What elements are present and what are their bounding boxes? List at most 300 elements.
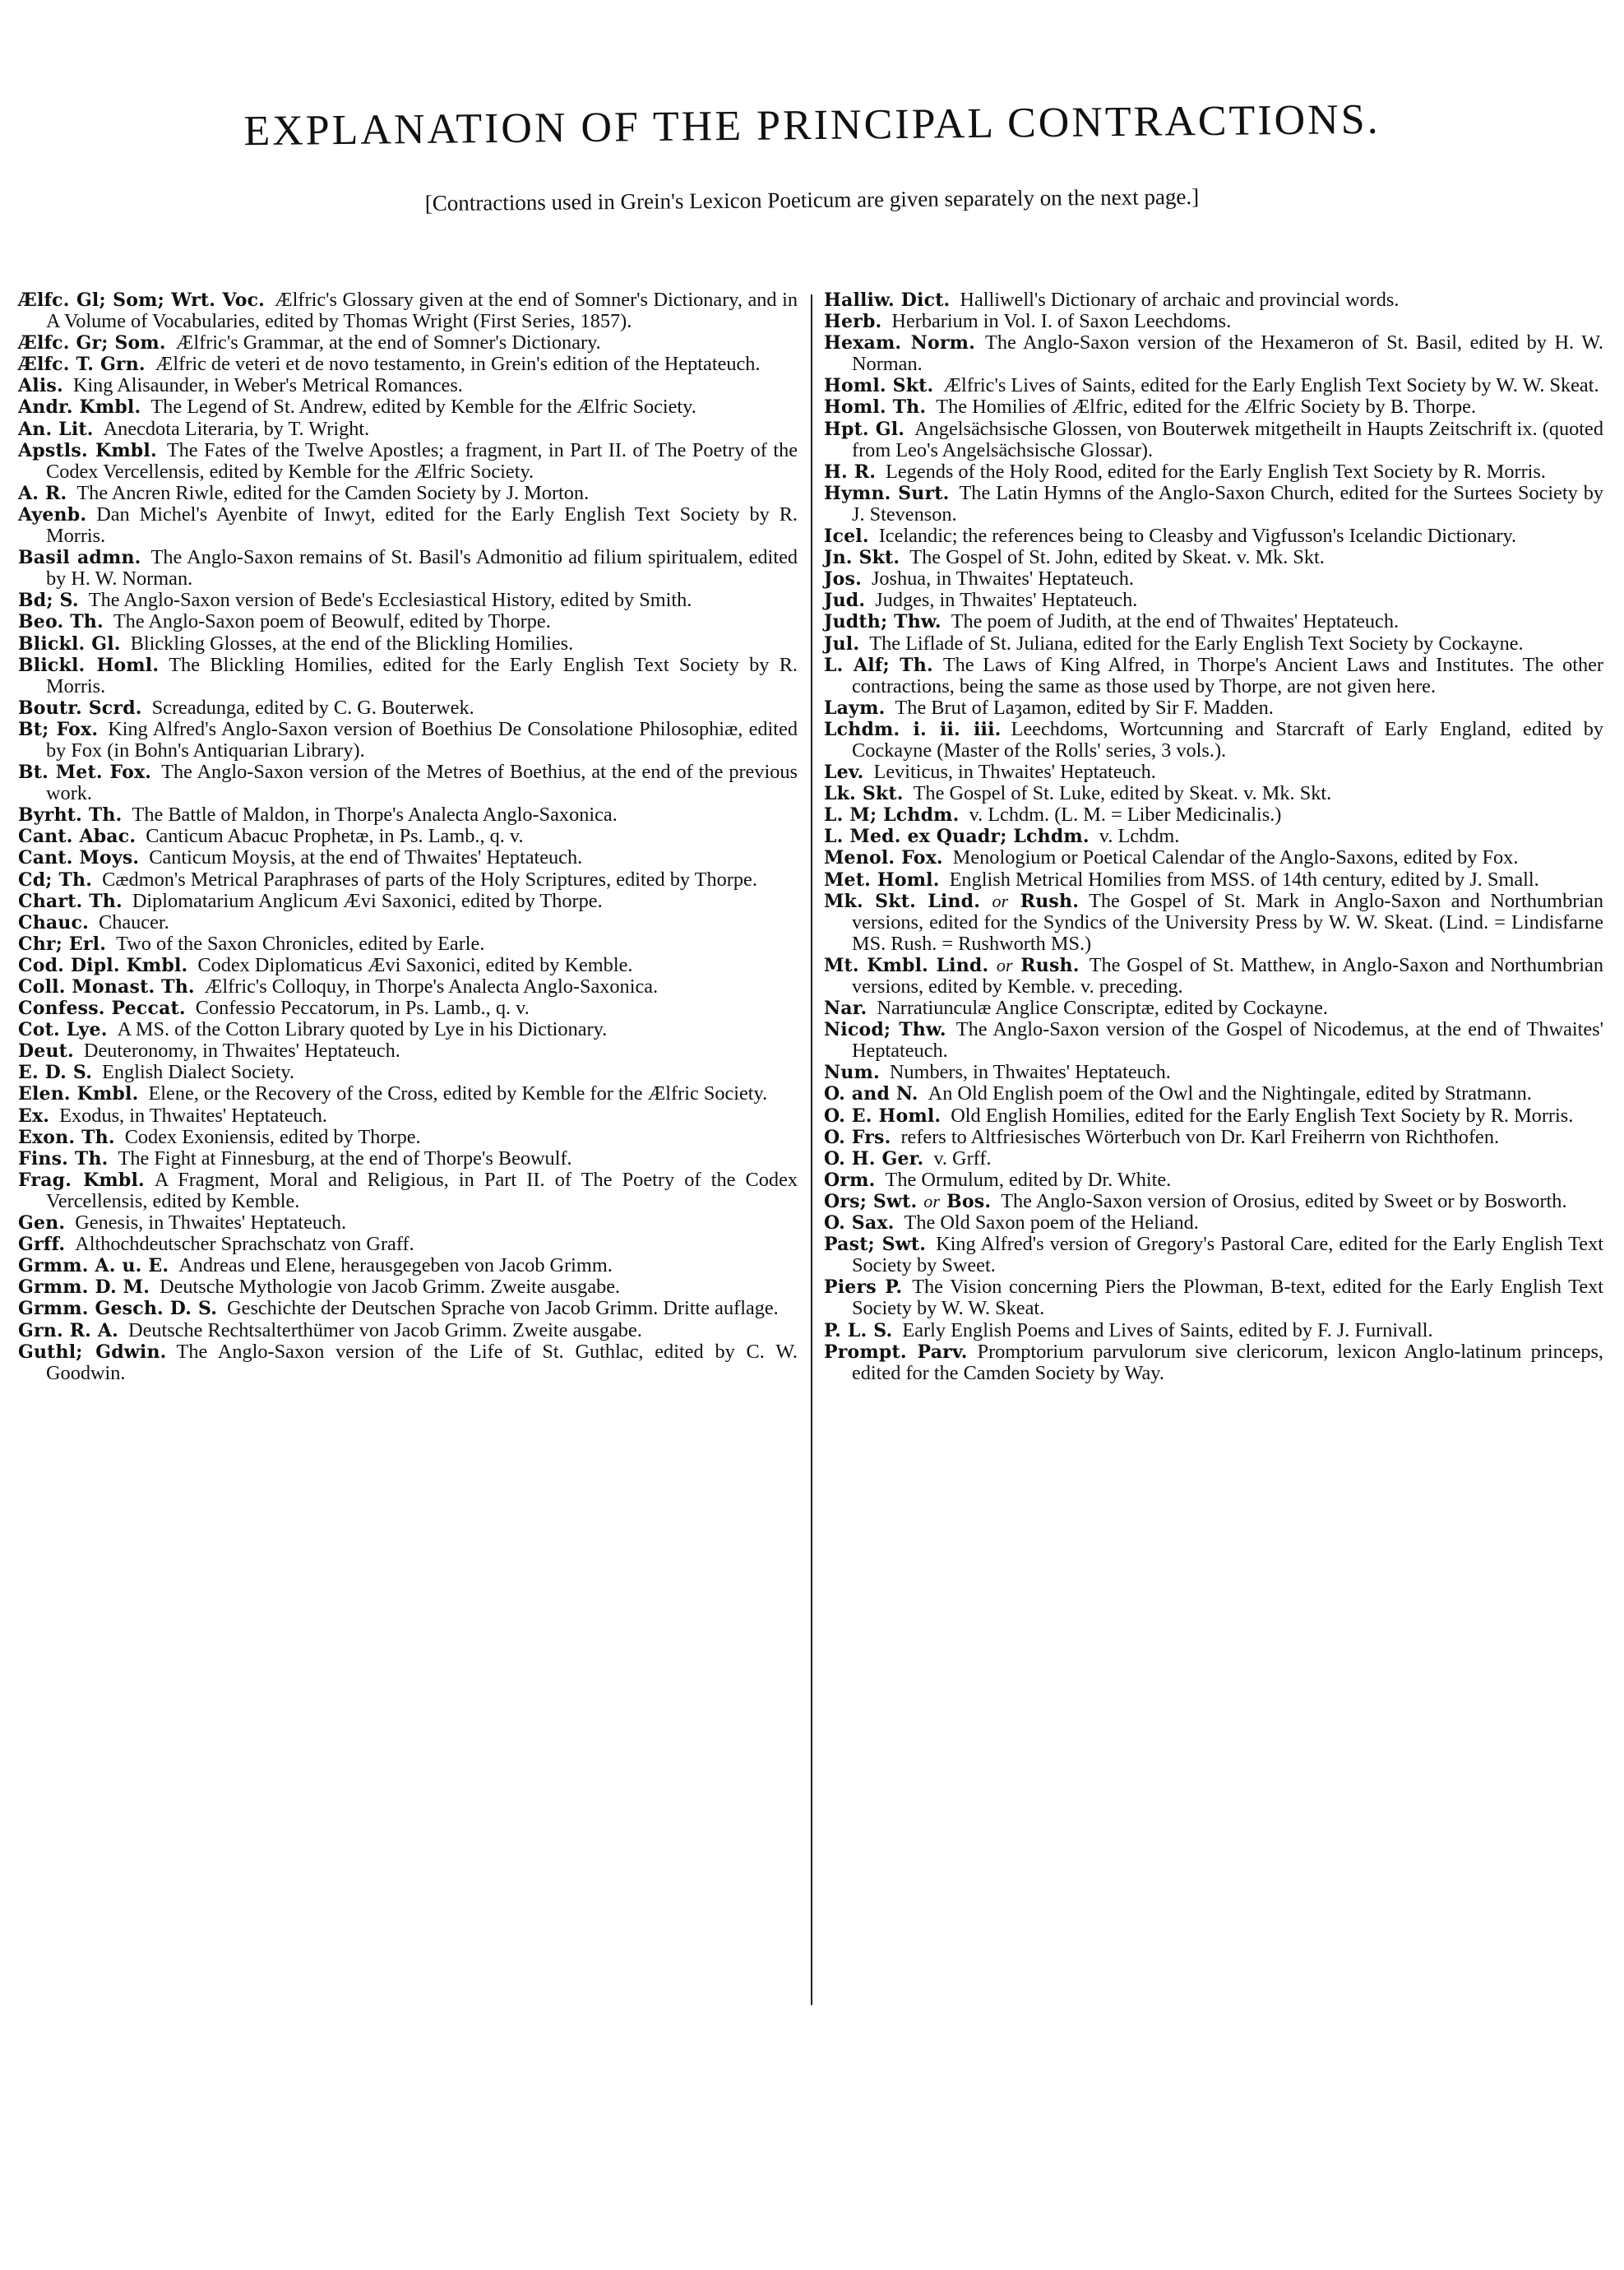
contraction-entry bbox=[18, 290, 798, 332]
contraction-entry bbox=[824, 1148, 1603, 1170]
contraction-entry bbox=[824, 483, 1603, 526]
contraction-definition: Early English Poems and Lives of Saints, edited by F. J. Furnivall. bbox=[902, 1318, 1433, 1341]
contraction-definition: English Dialect Society. bbox=[102, 1061, 294, 1084]
contraction-entry bbox=[18, 504, 798, 547]
contraction-definition: English Metrical Homilies from MSS. of 14th century, edited by J. Small. bbox=[949, 868, 1539, 891]
contraction-definition: Two of the Saxon Chronicles, edited by Earle. bbox=[116, 932, 485, 955]
contraction-entry bbox=[824, 719, 1603, 762]
contraction-definition: Deutsche Mythologie von Jacob Grimm. Zweite ausgabe. bbox=[160, 1276, 621, 1299]
contraction-entry bbox=[18, 1320, 798, 1341]
contraction-definition: The Anglo-Saxon version of the Gospel of Nicodemus, at the end of Thwaites' Heptateuch. bbox=[852, 1018, 1603, 1063]
contraction-definition: Ælfric's Lives of Saints, edited for the Early English Text Society by W. W. Skeat. bbox=[943, 374, 1599, 397]
contraction-abbreviation bbox=[824, 1105, 941, 1127]
abbreviation-text: Byrht. Th. bbox=[18, 804, 123, 827]
abbreviation-text: Ælfc. Gr; Som. bbox=[18, 332, 166, 354]
contraction-entry bbox=[824, 526, 1603, 547]
contraction-definition: The Legend of St. Andrew, edited by Kemble for the Ælfric Society. bbox=[150, 396, 696, 419]
abbreviation-text: Mt. Kmbl. Lind. bbox=[824, 954, 989, 976]
contraction-entry bbox=[824, 955, 1603, 998]
abbreviation-text: Cod. Dipl. Kmbl. bbox=[18, 954, 188, 976]
contraction-definition: The Anglo-Saxon poem of Beowulf, edited by Thorpe. bbox=[113, 610, 551, 633]
contraction-definition: Canticum Moysis, at the end of Thwaites' Heptateuch. bbox=[149, 846, 583, 869]
contraction-abbreviation bbox=[824, 568, 862, 590]
abbreviation-text: Bt; Fox. bbox=[18, 718, 99, 740]
abbreviation-text: Cot. Lye. bbox=[18, 1019, 108, 1041]
abbreviation-text: Jul. bbox=[824, 632, 860, 655]
contraction-definition: The Anglo-Saxon version of the Metres of Boethius, at the end of the previous work. bbox=[46, 761, 798, 805]
contraction-entry bbox=[18, 419, 798, 440]
abbreviation-text: Grmm. Gesch. D. S. bbox=[18, 1298, 218, 1320]
abbreviation-text: Menol. Fox. bbox=[824, 847, 943, 869]
contraction-abbreviation bbox=[824, 955, 1080, 976]
contraction-abbreviation bbox=[18, 440, 157, 461]
contraction-entry bbox=[18, 1148, 798, 1170]
contraction-definition: The Homilies of Ælfric, edited for the Ælfric Society by B. Thorpe. bbox=[936, 396, 1477, 419]
abbreviation-text: Bt. Met. Fox. bbox=[18, 762, 152, 784]
contraction-definition: The Vision concerning Piers the Plowman, B-text, edited for the Early English Text Society by W. W. Skeat. bbox=[852, 1276, 1604, 1320]
contraction-entry bbox=[824, 311, 1603, 332]
abbreviation-text: Homl. Th. bbox=[824, 396, 927, 419]
contraction-abbreviation bbox=[18, 547, 141, 568]
abbreviation-text: O. H. Ger. bbox=[824, 1147, 924, 1170]
contraction-definition: Ælfric's Grammar, at the end of Somner's Dictionary. bbox=[175, 331, 601, 354]
contraction-entry bbox=[824, 762, 1603, 783]
abbreviation-text: Frag. Kmbl. bbox=[18, 1169, 145, 1191]
contraction-entry bbox=[824, 847, 1603, 869]
contraction-definition: Diplomatarium Anglicum Ævi Saxonici, edited by Thorpe. bbox=[132, 889, 603, 912]
contraction-abbreviation bbox=[18, 1127, 115, 1148]
contraction-abbreviation bbox=[824, 396, 926, 418]
contraction-definition: Numbers, in Thwaites' Heptateuch. bbox=[889, 1061, 1171, 1084]
contraction-abbreviation bbox=[18, 998, 186, 1019]
contraction-entry bbox=[18, 547, 798, 590]
contraction-entry bbox=[18, 1105, 798, 1127]
contraction-definition: An Old English poem of the Owl and the Nightingale, edited by Stratmann. bbox=[928, 1082, 1532, 1105]
abbreviation-text: L. Med. ex Quadr; Lchdm. bbox=[824, 826, 1090, 848]
contraction-abbreviation bbox=[18, 697, 142, 719]
contraction-definition: Ælfric's Glossary given at the end of Somner's Dictionary, and in A Volume of Vocabularies, edited by Thomas Wright (First Series, 1857). bbox=[46, 289, 798, 333]
contraction-entry bbox=[824, 547, 1603, 568]
abbreviation-text: O. E. Homl. bbox=[824, 1105, 942, 1127]
abbreviation-text: Deut. bbox=[18, 1040, 74, 1063]
contraction-definition: A Fragment, Moral and Religious, in Part II. of The Poetry of the Codex Vercellensis, edited by Kemble. bbox=[46, 1168, 798, 1212]
contraction-definition: Anecdota Literaria, by T. Wright. bbox=[103, 417, 370, 440]
contraction-entry bbox=[824, 1191, 1603, 1212]
contraction-entry bbox=[824, 783, 1603, 804]
contraction-definition: Herbarium in Vol. I. of Saxon Leechdoms. bbox=[891, 310, 1232, 333]
contraction-definition: Cædmon's Metrical Paraphrases of parts of the Holy Scriptures, edited by Thorpe. bbox=[102, 868, 757, 891]
abbreviation-text: Andr. Kmbl. bbox=[18, 396, 141, 419]
contraction-entry bbox=[824, 998, 1603, 1019]
contraction-abbreviation bbox=[824, 1062, 880, 1083]
contraction-entry bbox=[824, 655, 1603, 697]
page-title: EXPLANATION OF THE PRINCIPAL CONTRACTIONS. bbox=[243, 95, 1381, 155]
contraction-entry bbox=[18, 1019, 798, 1040]
contraction-entry bbox=[18, 1255, 798, 1276]
contraction-definition: Narratiunculæ Anglice Conscriptæ, edited by Cockayne. bbox=[877, 997, 1328, 1020]
contraction-definition: Leechdoms, Wortcunning and Starcraft of Early England, edited by Cockayne (Master of the Rolls' series, 3 vols.). bbox=[852, 717, 1603, 762]
abbreviation-text: Lchdm. i. ii. iii. bbox=[824, 718, 1002, 740]
abbreviation-text: Ælfc. T. Grn. bbox=[18, 354, 146, 376]
contraction-definition: Promptorium parvulorum sive clericorum, lexicon Anglo-latinum princeps, edited for the Camden Society by Way. bbox=[852, 1340, 1603, 1384]
contraction-definition: The Blickling Homilies, edited for the Early English Text Society by R. Morris. bbox=[46, 653, 798, 697]
contraction-abbreviation bbox=[18, 633, 121, 655]
contraction-definition: King Alisaunder, in Weber's Metrical Romances. bbox=[72, 374, 463, 397]
contraction-entry bbox=[824, 461, 1603, 483]
abbreviation-text: Bd; S. bbox=[18, 590, 79, 612]
contraction-entry bbox=[824, 1083, 1603, 1105]
contraction-definition: The Liflade of St. Juliana, edited for the Early English Text Society by Cockayne. bbox=[869, 632, 1524, 655]
contraction-definition: The Gospel of St. Luke, edited by Skeat. v. Mk. Skt. bbox=[913, 782, 1332, 805]
contraction-entry bbox=[824, 611, 1603, 632]
contraction-definition: The Battle of Maldon, in Thorpe's Analecta Anglo-Saxonica. bbox=[132, 804, 618, 827]
contraction-definition: The poem of Judith, at the end of Thwaites' Heptateuch. bbox=[951, 610, 1400, 633]
contraction-abbreviation bbox=[824, 1148, 923, 1170]
contraction-entry bbox=[824, 396, 1603, 418]
contraction-abbreviation bbox=[824, 847, 943, 869]
contraction-entry bbox=[824, 891, 1603, 955]
contraction-definition: v. Grff. bbox=[933, 1147, 992, 1170]
contraction-entry bbox=[824, 1320, 1603, 1341]
contraction-definition: A MS. of the Cotton Library quoted by Lye in his Dictionary. bbox=[117, 1018, 608, 1041]
abbreviation-text: L. M; Lchdm. bbox=[824, 804, 960, 827]
contraction-entry bbox=[18, 1298, 798, 1319]
contraction-abbreviation bbox=[824, 826, 1090, 847]
abbreviation-text: Coll. Monast. Th. bbox=[18, 976, 195, 998]
contraction-entry bbox=[18, 1341, 798, 1384]
contraction-definition: The Fates of the Twelve Apostles; a fragment, in Part II. of The Poetry of the Codex Vercellensis, edited by Kemble for the Ælfric Society. bbox=[46, 438, 798, 483]
contraction-entry bbox=[18, 697, 798, 719]
abbreviation-text: Cant. Moys. bbox=[18, 847, 140, 869]
contraction-definition: Menologium or Poetical Calendar of the Anglo-Saxons, edited by Fox. bbox=[952, 846, 1519, 869]
contraction-definition: Geschichte der Deutschen Sprache von Jacob Grimm. Dritte auflage. bbox=[227, 1297, 779, 1320]
contraction-definition: Legends of the Holy Rood, edited for the Early English Text Society by R. Morris. bbox=[886, 460, 1546, 483]
contraction-entry bbox=[18, 1127, 798, 1148]
abbreviation-text: Lev. bbox=[824, 762, 864, 784]
contraction-entry bbox=[824, 697, 1603, 719]
contraction-definition: The Ormulum, edited by Dr. White. bbox=[885, 1168, 1172, 1191]
abbreviation-text: Grmm. D. M. bbox=[18, 1276, 150, 1299]
contraction-abbreviation bbox=[18, 912, 89, 933]
contraction-abbreviation bbox=[824, 1019, 946, 1040]
contraction-entry bbox=[824, 1019, 1603, 1062]
abbreviation-text-alt: Rush. bbox=[1020, 954, 1080, 976]
contraction-abbreviation bbox=[18, 1276, 150, 1298]
abbreviation-text: Chart. Th. bbox=[18, 890, 123, 912]
contraction-abbreviation bbox=[824, 891, 1079, 912]
contraction-definition: Ælfric de veteri et de novo testamento, in Grein's edition of the Heptateuch. bbox=[155, 353, 761, 376]
contraction-definition: The Gospel of St. John, edited by Skeat. v. Mk. Skt. bbox=[909, 546, 1325, 569]
contraction-entry bbox=[824, 1105, 1603, 1127]
contraction-entry bbox=[18, 1083, 798, 1105]
contraction-entry bbox=[18, 955, 798, 976]
contraction-entry bbox=[18, 933, 798, 955]
contraction-definition: Deutsche Rechtsalterthümer von Jacob Grimm. Zweite ausgabe. bbox=[128, 1318, 642, 1341]
abbreviation-text: Ælfc. Gl; Som; Wrt. Voc. bbox=[18, 290, 266, 311]
contraction-entry bbox=[824, 869, 1603, 891]
abbreviation-text: Elen. Kmbl. bbox=[18, 1083, 139, 1105]
contraction-entry bbox=[18, 375, 798, 396]
abbreviation-text: Met. Homl. bbox=[824, 869, 940, 891]
contraction-definition: Screadunga, edited by C. G. Bouterwek. bbox=[151, 696, 474, 719]
contraction-definition: Elene, or the Recovery of the Cross, edited by Kemble for the Ælfric Society. bbox=[148, 1082, 768, 1105]
contraction-definition: The Old Saxon poem of the Heliand. bbox=[904, 1211, 1199, 1235]
page-subtitle-note: [Contractions used in Grein's Lexicon Poeticum are given separately on the next page.] bbox=[424, 183, 1200, 216]
contraction-entry bbox=[18, 976, 798, 998]
contraction-definition: Joshua, in Thwaites' Heptateuch. bbox=[871, 568, 1134, 591]
contraction-abbreviation bbox=[18, 891, 123, 912]
contraction-abbreviation bbox=[18, 869, 92, 891]
contraction-definition: Halliwell's Dictionary of archaic and provincial words. bbox=[960, 289, 1400, 311]
contraction-abbreviation bbox=[824, 590, 865, 611]
abbreviation-text: Jn. Skt. bbox=[824, 547, 900, 569]
contraction-abbreviation bbox=[824, 419, 905, 440]
contraction-definition: The Brut of Laȝamon, edited by Sir F. Madden. bbox=[895, 696, 1274, 719]
contraction-definition: Dan Michel's Ayenbite of Inwyt, edited for the Early English Text Society by R. Morris. bbox=[46, 503, 798, 548]
contraction-entry bbox=[18, 483, 798, 504]
contraction-definition: The Gospel of St. Mark in Anglo-Saxon and Northumbrian versions, edited for the Syndics of the University Press by W. W. Skeat. (Lind. = Lindisfarne MS. Rush. = Rushworth MS.) bbox=[852, 889, 1604, 955]
contraction-abbreviation bbox=[18, 611, 104, 632]
abbreviation-text: Piers P. bbox=[824, 1276, 903, 1299]
contraction-entry bbox=[824, 826, 1603, 847]
contraction-abbreviation bbox=[824, 461, 876, 483]
contraction-abbreviation bbox=[824, 697, 885, 719]
contraction-definition: Old English Homilies, edited for the Early English Text Society by R. Morris. bbox=[951, 1104, 1574, 1127]
contraction-definition: Codex Diplomaticus Ævi Saxonici, edited by Kemble. bbox=[197, 953, 633, 976]
abbreviation-text: L. Alf; Th. bbox=[824, 654, 933, 676]
abbreviation-text: Herb. bbox=[824, 311, 882, 333]
contraction-abbreviation bbox=[824, 311, 881, 332]
contraction-entry bbox=[18, 998, 798, 1019]
abbreviation-text: Orm. bbox=[824, 1169, 876, 1191]
abbreviation-text: Grmm. A. u. E. bbox=[18, 1255, 169, 1277]
contraction-abbreviation bbox=[824, 869, 940, 891]
contraction-entry bbox=[18, 826, 798, 847]
contraction-abbreviation bbox=[18, 655, 159, 676]
contraction-entry bbox=[18, 912, 798, 933]
contraction-abbreviation bbox=[824, 719, 1002, 740]
abbreviation-text: Chauc. bbox=[18, 911, 90, 933]
contraction-definition: The Anglo-Saxon version of the Life of St. Guthlac, edited by C. W. Goodwin. bbox=[46, 1340, 798, 1384]
contraction-definition: The Anglo-Saxon version of the Hexameron of St. Basil, edited by H. W. Norman. bbox=[852, 331, 1604, 376]
contraction-abbreviation bbox=[824, 1341, 968, 1363]
contraction-abbreviation bbox=[18, 1105, 49, 1127]
abbreviation-or: or bbox=[996, 954, 1013, 975]
contraction-entry bbox=[18, 1170, 798, 1212]
contraction-abbreviation bbox=[824, 655, 933, 676]
abbreviation-text: H. R. bbox=[824, 461, 877, 483]
contraction-definition: v. Lchdm. bbox=[1099, 825, 1180, 848]
contraction-entry bbox=[18, 354, 798, 375]
contraction-abbreviation bbox=[18, 804, 122, 826]
contraction-definition: refers to Altfriesisches Wörterbuch von Dr. Karl Freiherrn von Richthofen. bbox=[900, 1125, 1500, 1148]
contraction-abbreviation bbox=[824, 1083, 918, 1105]
contraction-entry bbox=[824, 419, 1603, 461]
contraction-abbreviation bbox=[824, 1212, 895, 1234]
contraction-abbreviation bbox=[18, 1148, 109, 1170]
abbreviation-text: Blickl. Homl. bbox=[18, 654, 160, 676]
right-column bbox=[824, 290, 1603, 1384]
contraction-abbreviation bbox=[824, 1127, 891, 1148]
contraction-definition: The Laws of King Alfred, in Thorpe's Ancient Laws and Institutes. The other contractions, being the same as those used by Thorpe, are not given here. bbox=[852, 653, 1603, 697]
abbreviation-text: Num. bbox=[824, 1062, 880, 1084]
contraction-definition: Ælfric's Colloquy, in Thorpe's Analecta Anglo-Saxonica. bbox=[204, 975, 659, 998]
abbreviation-text: Homl. Skt. bbox=[824, 375, 934, 397]
abbreviation-text: Fins. Th. bbox=[18, 1147, 109, 1170]
abbreviation-text: E. D. S. bbox=[18, 1062, 93, 1084]
contraction-definition: Canticum Abacuc Prophetæ, in Ps. Lamb., q. v. bbox=[146, 825, 524, 848]
contraction-entry bbox=[824, 332, 1603, 375]
abbreviation-text: Icel. bbox=[824, 526, 869, 548]
abbreviation-or: or bbox=[923, 1190, 941, 1211]
contraction-abbreviation bbox=[18, 590, 79, 611]
abbreviation-text: An. Lit. bbox=[18, 418, 94, 440]
contraction-entry bbox=[18, 1040, 798, 1062]
contraction-abbreviation bbox=[18, 1040, 74, 1062]
contraction-entry bbox=[824, 1170, 1603, 1191]
contraction-entry bbox=[18, 1062, 798, 1083]
contraction-entry bbox=[824, 1127, 1603, 1148]
abbreviation-text: Halliw. Dict. bbox=[824, 290, 951, 311]
contraction-definition: The Anglo-Saxon version of Orosius, edited by Sweet or by Bosworth. bbox=[1001, 1189, 1567, 1212]
contraction-abbreviation bbox=[18, 1320, 118, 1341]
contraction-abbreviation bbox=[18, 1170, 145, 1191]
contraction-definition: Andreas und Elene, herausgegeben von Jacob Grimm. bbox=[178, 1254, 613, 1277]
abbreviation-text: A. R. bbox=[18, 482, 67, 504]
contraction-abbreviation bbox=[824, 483, 949, 504]
contraction-entry bbox=[824, 1062, 1603, 1083]
contraction-entry bbox=[824, 1212, 1603, 1234]
contraction-definition: Genesis, in Thwaites' Heptateuch. bbox=[75, 1211, 347, 1235]
contraction-abbreviation bbox=[18, 375, 63, 396]
contraction-abbreviation bbox=[824, 633, 859, 655]
contraction-abbreviation bbox=[824, 804, 960, 826]
contraction-abbreviation bbox=[824, 611, 942, 632]
contraction-abbreviation bbox=[824, 526, 869, 547]
abbreviation-text: Alis. bbox=[18, 375, 63, 397]
contraction-definition: The Latin Hymns of the Anglo-Saxon Church, edited for the Surtees Society by J. Stevenson. bbox=[852, 481, 1603, 526]
contraction-definition: Althochdeutscher Sprachschatz von Graff. bbox=[75, 1233, 414, 1256]
contraction-entry bbox=[824, 1276, 1603, 1319]
contraction-abbreviation bbox=[18, 933, 106, 955]
abbreviation-text: Hpt. Gl. bbox=[824, 418, 905, 440]
abbreviation-text: Nar. bbox=[824, 998, 868, 1020]
contraction-definition: The Anglo-Saxon version of Bede's Ecclesiastical History, edited by Smith. bbox=[88, 589, 692, 612]
contraction-entry bbox=[824, 633, 1603, 655]
contraction-abbreviation bbox=[824, 1191, 991, 1212]
abbreviation-text: Ayenb. bbox=[18, 503, 87, 526]
abbreviation-text: Chr; Erl. bbox=[18, 933, 107, 955]
contraction-definition: The Fight at Finnesburg, at the end of Thorpe's Beowulf. bbox=[118, 1147, 572, 1170]
contraction-entry bbox=[18, 655, 798, 697]
abbreviation-text: Gen. bbox=[18, 1212, 66, 1235]
contraction-entry bbox=[18, 590, 798, 611]
contraction-entry bbox=[18, 611, 798, 632]
contraction-abbreviation bbox=[824, 1170, 876, 1191]
abbreviation-text: P. L. S. bbox=[824, 1319, 893, 1341]
contraction-entry bbox=[824, 568, 1603, 590]
contraction-entry bbox=[824, 1234, 1603, 1276]
abbreviation-text-alt: Bos. bbox=[946, 1190, 992, 1212]
contraction-definition: Exodus, in Thwaites' Heptateuch. bbox=[59, 1104, 327, 1127]
contraction-abbreviation bbox=[824, 1234, 926, 1255]
contraction-definition: Icelandic; the references being to Cleasby and Vigfusson's Icelandic Dictionary. bbox=[878, 525, 1517, 548]
abbreviation-text: O. Frs. bbox=[824, 1126, 891, 1148]
contraction-definition: King Alfred's version of Gregory's Pastoral Care, edited for the Early English Text Society by Sweet. bbox=[852, 1233, 1603, 1277]
contraction-definition: Deuteronomy, in Thwaites' Heptateuch. bbox=[83, 1040, 400, 1063]
contraction-abbreviation bbox=[18, 762, 151, 783]
contraction-entry bbox=[824, 1341, 1603, 1384]
contraction-entry bbox=[18, 847, 798, 869]
abbreviation-text: Jud. bbox=[824, 590, 866, 612]
contraction-definition: King Alfred's Anglo-Saxon version of Boethius De Consolatione Philosophiæ, edited by Fox (in Bohn's Antiquarian Library). bbox=[46, 717, 798, 762]
abbreviation-text: Prompt. Parv. bbox=[824, 1341, 968, 1363]
column-divider bbox=[811, 294, 812, 2005]
abbreviation-text: Beo. Th. bbox=[18, 611, 104, 633]
contraction-definition: v. Lchdm. (L. M. = Liber Medicinalis.) bbox=[969, 804, 1282, 827]
contraction-abbreviation bbox=[18, 483, 67, 504]
abbreviation-text: Nicod; Thw. bbox=[824, 1019, 946, 1041]
abbreviation-text: Jos. bbox=[824, 568, 862, 591]
contraction-abbreviation bbox=[824, 332, 975, 354]
abbreviation-text: Blickl. Gl. bbox=[18, 632, 121, 655]
contraction-abbreviation bbox=[18, 1019, 108, 1040]
contraction-abbreviation bbox=[18, 419, 94, 440]
abbreviation-text: Hymn. Surt. bbox=[824, 482, 950, 504]
abbreviation-text: Grff. bbox=[18, 1234, 66, 1256]
contraction-entry bbox=[18, 1276, 798, 1298]
contraction-entry bbox=[18, 1234, 798, 1255]
contraction-abbreviation bbox=[824, 1276, 902, 1298]
contraction-abbreviation bbox=[824, 762, 864, 783]
abbreviation-text: Judth; Thw. bbox=[824, 611, 942, 633]
contraction-abbreviation bbox=[18, 504, 86, 526]
contraction-definition: The Anglo-Saxon remains of St. Basil's Admonitio ad filium spiritualem, edited by H. W. Norman. bbox=[46, 546, 798, 591]
contraction-entry bbox=[18, 762, 798, 804]
abbreviation-text: Ors; Swt. bbox=[824, 1190, 918, 1212]
contraction-abbreviation bbox=[18, 290, 265, 311]
abbreviation-or: or bbox=[992, 890, 1009, 911]
abbreviation-text: Cant. Abac. bbox=[18, 826, 136, 848]
contraction-abbreviation bbox=[824, 375, 933, 396]
abbreviation-text: Confess. Peccat. bbox=[18, 998, 186, 1020]
contraction-entry bbox=[824, 290, 1603, 311]
contraction-abbreviation bbox=[824, 1320, 892, 1341]
abbreviation-text: Ex. bbox=[18, 1105, 50, 1127]
contraction-abbreviation bbox=[18, 1234, 65, 1255]
contraction-entry bbox=[18, 1212, 798, 1234]
contraction-abbreviation bbox=[18, 1298, 217, 1319]
contraction-entry bbox=[824, 590, 1603, 611]
contraction-definition: Leviticus, in Thwaites' Heptateuch. bbox=[873, 761, 1156, 784]
abbreviation-text-alt: Rush. bbox=[1020, 890, 1080, 912]
contraction-entry bbox=[18, 396, 798, 418]
contraction-abbreviation bbox=[18, 955, 187, 976]
contraction-definition: The Ancren Riwle, edited for the Camden Society by J. Morton. bbox=[76, 481, 590, 504]
contraction-abbreviation bbox=[18, 1255, 169, 1276]
contraction-abbreviation bbox=[18, 1212, 65, 1234]
contraction-definition: Confessio Peccatorum, in Ps. Lamb., q. v. bbox=[195, 997, 530, 1020]
contraction-abbreviation bbox=[824, 783, 904, 804]
abbreviation-text: Laym. bbox=[824, 697, 886, 719]
contraction-abbreviation bbox=[18, 826, 136, 847]
abbreviation-text: Lk. Skt. bbox=[824, 783, 904, 805]
abbreviation-text: Guthl; Gdwin. bbox=[18, 1341, 167, 1363]
contraction-definition: Judges, in Thwaites' Heptateuch. bbox=[875, 589, 1138, 612]
contraction-entry bbox=[18, 440, 798, 483]
contraction-definition: Angelsächsische Glossen, von Bouterwek mitgetheilt in Haupts Zeitschrift ix. (quoted from Leo's Angelsächsische Glossar). bbox=[852, 417, 1603, 461]
contraction-abbreviation bbox=[18, 1341, 167, 1363]
